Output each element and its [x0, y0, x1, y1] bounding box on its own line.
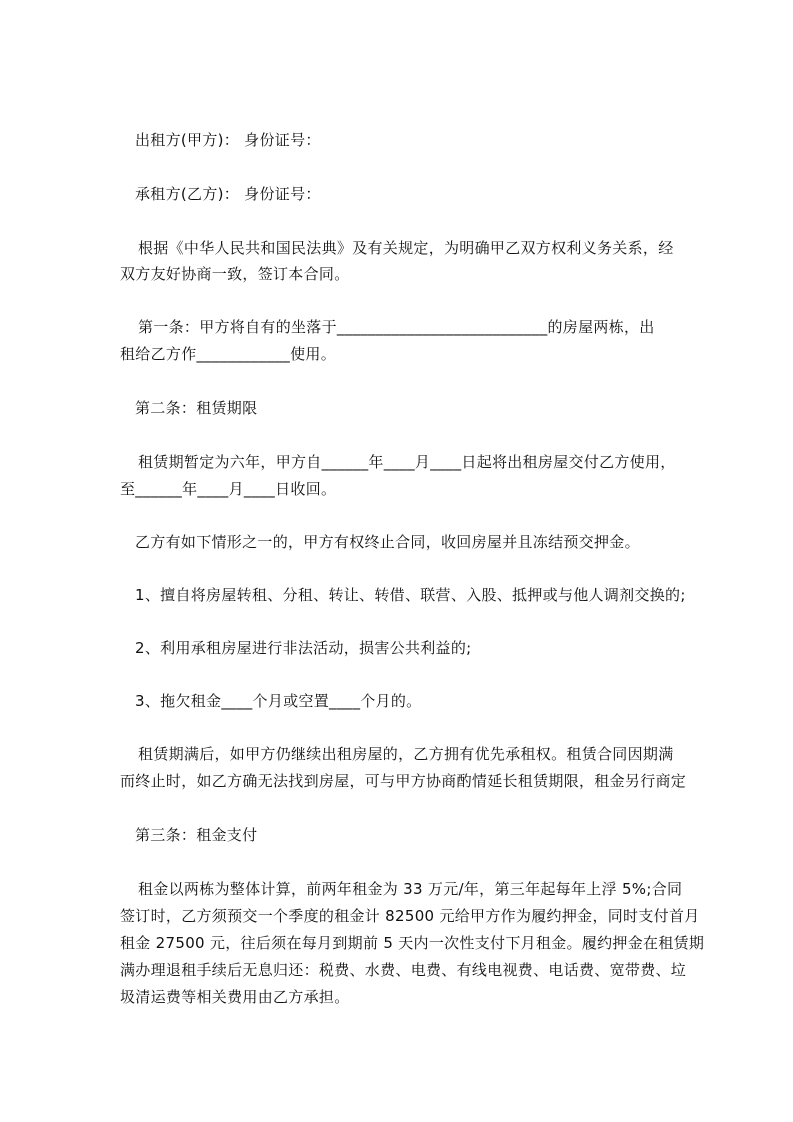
lease-term-line-1: 租赁期暂定为六年，甲方自______年____月____日起将出租房屋交付乙方使用， [138, 453, 676, 471]
condition-item: 2、利用承租房屋进行非法活动，损害公共利益的; [135, 639, 472, 657]
article3-title: 第三条：租金支付 [135, 826, 258, 844]
termination-intro: 乙方有如下情形之一的，甲方有权终止合同，收回房屋并且冻结预交押金。 [135, 533, 640, 551]
renewal-line-2: 而终止时，如乙方确无法找到房屋，可与甲方协商酌情延长租赁期限，租金另行商定 [120, 772, 687, 790]
condition-item: 1、擅自将房屋转租、分租、转让、转借、联营、入股、抵押或与他人调剂交换的; [135, 586, 686, 604]
renewal-line-1: 租赁期满后，如甲方仍继续出租房屋的，乙方拥有优先承租权。租赁合同因期满 [138, 745, 674, 763]
lease-term-line-2: 至______年____月____日收回。 [120, 480, 337, 498]
condition-item: 3、拖欠租金____个月或空置____个月的。 [135, 692, 422, 710]
rent-payment-line-2: 签订时，乙方须预交一个季度的租金计 82500 元给甲方作为履约押金，同时支付首月 [120, 907, 700, 925]
article1-line-2: 租给乙方作____________使用。 [120, 345, 337, 363]
preamble-line-2: 双方友好协商一致，签订本合同。 [120, 265, 350, 283]
preamble-line-1: 根据《中华人民共和国民法典》及有关规定，为明确甲乙双方权利义务关系，经 [138, 239, 674, 257]
rent-payment-line-1: 租金以两栋为整体计算，前两年租金为 33 万元/年，第三年起每年上浮 5%;合同 [138, 880, 683, 898]
lessor-line: 出租方(甲方)： 身份证号： [135, 131, 321, 149]
rent-payment-line-4: 满办理退租手续后无息归还：税费、水费、电费、有线电视费、电话费、宽带费、垃 [120, 961, 687, 979]
article2-title: 第二条：租赁期限 [135, 399, 258, 417]
lessee-line: 承租方(乙方)： 身份证号： [135, 185, 321, 203]
rent-payment-line-5: 圾清运费等相关费用由乙方承担。 [120, 988, 350, 1006]
article1-line-1: 第一条：甲方将自有的坐落于___________________________的房屋两栋，出 [138, 318, 655, 336]
rent-payment-line-3: 租金 27500 元，往后须在每月到期前 5 天内一次性支付下月租金。履约押金在租赁期 [120, 934, 705, 952]
